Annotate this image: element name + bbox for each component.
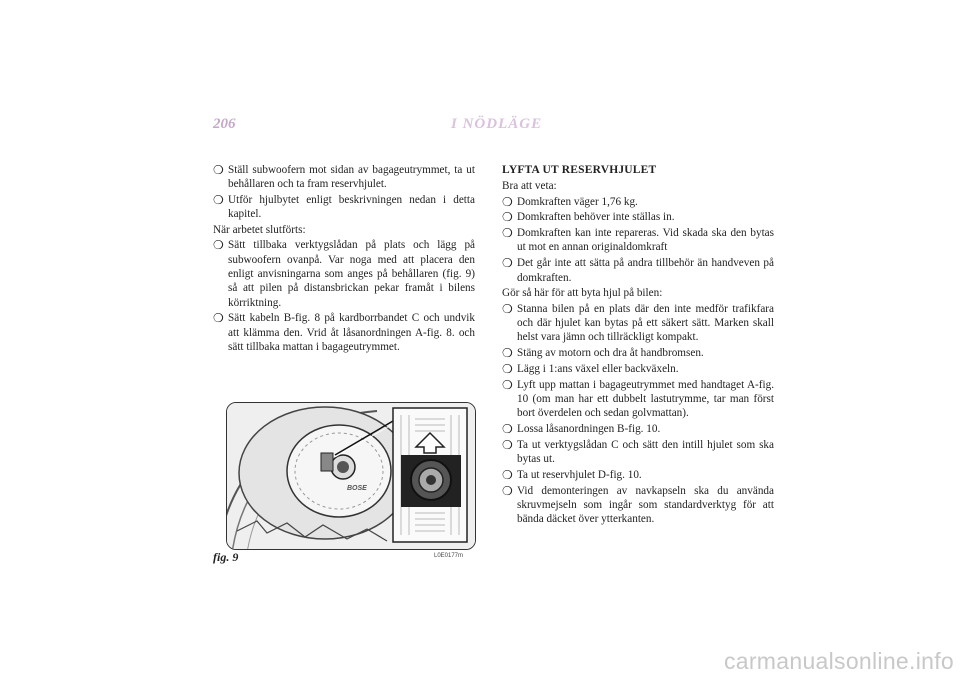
bullet-icon: ❍ <box>502 467 513 482</box>
bullet-icon: ❍ <box>502 346 513 361</box>
paragraph: Bra att veta: <box>502 180 557 193</box>
list-item: ❍ Lossa låsanordningen B-fig. 10. <box>502 422 661 437</box>
figure-code: L0E0177m <box>434 553 464 559</box>
list-item: ❍ Stäng av motorn och dra åt handbromsen. <box>502 346 704 361</box>
bullet-icon: ❍ <box>502 226 513 241</box>
bullet-icon: ❍ <box>502 210 513 225</box>
page-number: 206 <box>213 116 236 132</box>
list-item: ❍ Sätt tillbaka verktygslådan på plats och lägg på subwoofern ovanpå. Var noga med att placera den enligt anvisningarna som anges på behållaren (fig. 9) så att pilen på distansbrickan pekar framåt i bilens körriktning. <box>213 238 475 309</box>
bullet-icon: ❍ <box>502 422 513 437</box>
bullet-icon: ❍ <box>213 163 224 177</box>
list-item: ❍ Ta ut reservhjulet D-fig. 10. <box>502 467 642 482</box>
bullet-icon: ❍ <box>213 311 224 326</box>
list-item: ❍ Stanna bilen på en plats där den inte medför trafikfara och där hjulet kan bytas på ett säkert sätt. Marken skall helst vara jämn och tillräckligt kompakt. <box>502 301 774 344</box>
list-item: ❍ Ställ subwoofern mot sidan av bagageutrymmet, ta ut behållaren och ta fram reservhjulet. <box>213 163 475 191</box>
left-column <box>213 163 475 356</box>
right-column <box>502 163 774 528</box>
paragraph: När arbetet slutförts: <box>213 224 306 237</box>
bullet-icon: ❍ <box>502 483 513 498</box>
list-item: ❍ Sätt kabeln B-fig. 8 på kardborrbandet C och undvik att klämma den. Vrid åt låsanordningen A-fig. 8. och sätt tillbaka mattan i bagageutrymmet. <box>213 311 475 354</box>
bullet-icon: ❍ <box>502 194 513 209</box>
list-item: ❍ Lyft upp mattan i bagageutrymmet med handtaget A-fig. 10 (om man har ett dubbelt lastutrymme, tar man först bort överdelen och sedan golvmattan). <box>502 377 774 420</box>
bullet-icon: ❍ <box>213 193 224 208</box>
list-item: ❍ Ta ut verktygslådan C och sätt den intill hjulet som ska bytas ut. <box>502 437 774 466</box>
section-title: I NÖDLÄGE <box>451 116 543 132</box>
list-item: ❍ Domkraften kan inte repareras. Vid skada ska den bytas ut mot en annan originaldomkraft <box>502 226 774 254</box>
bullet-icon: ❍ <box>502 301 513 316</box>
figure-caption: fig. 9 <box>213 550 239 564</box>
list-item: ❍ Utför hjulbytet enligt beskrivningen nedan i detta kapitel. <box>213 193 475 221</box>
section-heading: LYFTA UT RESERVHJULET <box>502 164 657 176</box>
list-item: ❍ Domkraften behöver inte ställas in. <box>502 210 675 225</box>
bullet-icon: ❍ <box>502 377 513 392</box>
bullet-icon: ❍ <box>502 437 513 452</box>
bullet-icon: ❍ <box>213 238 224 253</box>
page-header <box>213 116 773 138</box>
paragraph: Gör så här för att byta hjul på bilen: <box>502 287 663 300</box>
watermark: carmanualsonline.info <box>723 648 954 674</box>
figure-brand-label: BOSE <box>347 485 367 492</box>
list-item: ❍ Det går inte att sätta på andra tillbehör än handveven på domkraften. <box>502 256 774 284</box>
spare-wheel-illustration <box>227 403 475 549</box>
list-item: ❍ Vid demonteringen av navkapseln ska du använda skruvmejseln som ingår som standardverktyg för att bända däcket över ytterkanten. <box>502 483 774 526</box>
bullet-icon: ❍ <box>502 256 513 271</box>
list-item: ❍ Domkraften väger 1,76 kg. <box>502 194 638 209</box>
figure-9-illustration <box>226 402 476 550</box>
bullet-icon: ❍ <box>502 361 513 376</box>
list-item: ❍ Lägg i 1:ans växel eller backväxeln. <box>502 361 679 376</box>
